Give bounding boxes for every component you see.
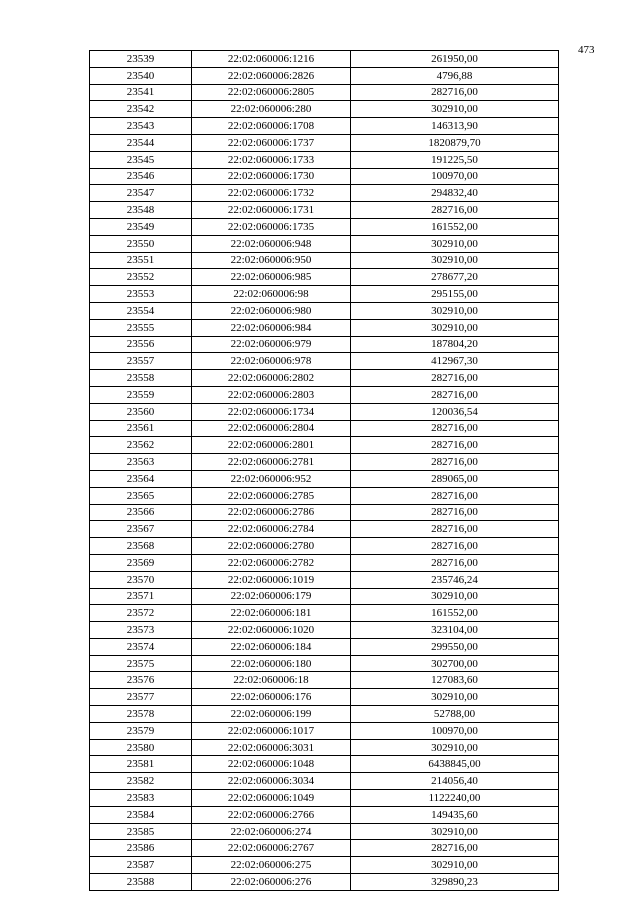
table-row bbox=[90, 773, 559, 790]
cadastral-number-cell: 22:02:060006:1216 bbox=[192, 51, 351, 68]
cadastral-number-cell: 22:02:060006:2780 bbox=[192, 538, 351, 555]
cadastral-value-cell: 302910,00 bbox=[351, 319, 559, 336]
row-number-cell: 23552 bbox=[90, 269, 192, 286]
row-number-cell: 23567 bbox=[90, 521, 192, 538]
row-number-cell: 23553 bbox=[90, 286, 192, 303]
cadastral-number-cell: 22:02:060006:274 bbox=[192, 823, 351, 840]
cadastral-number-cell: 22:02:060006:1017 bbox=[192, 722, 351, 739]
row-number-cell: 23570 bbox=[90, 571, 192, 588]
cadastral-value-cell: 302910,00 bbox=[351, 689, 559, 706]
row-number-cell: 23558 bbox=[90, 370, 192, 387]
row-number-cell: 23557 bbox=[90, 353, 192, 370]
cadastral-number-cell: 22:02:060006:952 bbox=[192, 470, 351, 487]
table-row bbox=[90, 571, 559, 588]
cadastral-number-cell: 22:02:060006:2784 bbox=[192, 521, 351, 538]
cadastral-value-cell: 299550,00 bbox=[351, 638, 559, 655]
row-number-cell: 23584 bbox=[90, 806, 192, 823]
row-number-cell: 23572 bbox=[90, 605, 192, 622]
table-row bbox=[90, 554, 559, 571]
cadastral-number-cell: 22:02:060006:978 bbox=[192, 353, 351, 370]
row-number-cell: 23565 bbox=[90, 487, 192, 504]
row-number-cell: 23540 bbox=[90, 67, 192, 84]
cadastral-number-cell: 22:02:060006:2781 bbox=[192, 454, 351, 471]
cadastral-number-cell: 22:02:060006:950 bbox=[192, 252, 351, 269]
table-row bbox=[90, 420, 559, 437]
cadastral-value-cell: 294832,40 bbox=[351, 185, 559, 202]
row-number-cell: 23577 bbox=[90, 689, 192, 706]
table-row bbox=[90, 134, 559, 151]
row-number-cell: 23568 bbox=[90, 538, 192, 555]
cadastral-number-cell: 22:02:060006:184 bbox=[192, 638, 351, 655]
cadastral-value-cell: 214056,40 bbox=[351, 773, 559, 790]
table-row bbox=[90, 454, 559, 471]
cadastral-value-cell: 282716,00 bbox=[351, 554, 559, 571]
cadastral-number-cell: 22:02:060006:1733 bbox=[192, 151, 351, 168]
row-number-cell: 23573 bbox=[90, 622, 192, 639]
cadastral-value-cell: 282716,00 bbox=[351, 84, 559, 101]
row-number-cell: 23559 bbox=[90, 386, 192, 403]
table-row bbox=[90, 403, 559, 420]
cadastral-number-cell: 22:02:060006:1049 bbox=[192, 790, 351, 807]
cadastral-value-cell: 302910,00 bbox=[351, 252, 559, 269]
table-row bbox=[90, 655, 559, 672]
table-row bbox=[90, 302, 559, 319]
row-number-cell: 23582 bbox=[90, 773, 192, 790]
row-number-cell: 23555 bbox=[90, 319, 192, 336]
cadastral-value-cell: 4796,88 bbox=[351, 67, 559, 84]
cadastral-value-cell: 323104,00 bbox=[351, 622, 559, 639]
table-row bbox=[90, 538, 559, 555]
table-row bbox=[90, 588, 559, 605]
table-row bbox=[90, 638, 559, 655]
cadastral-value-cell: 282716,00 bbox=[351, 454, 559, 471]
cadastral-value-cell: 161552,00 bbox=[351, 218, 559, 235]
cadastral-value-cell: 282716,00 bbox=[351, 420, 559, 437]
row-number-cell: 23539 bbox=[90, 51, 192, 68]
cadastral-number-cell: 22:02:060006:1737 bbox=[192, 134, 351, 151]
cadastral-value-cell: 149435,60 bbox=[351, 806, 559, 823]
row-number-cell: 23547 bbox=[90, 185, 192, 202]
row-number-cell: 23586 bbox=[90, 840, 192, 857]
cadastral-value-cell: 282716,00 bbox=[351, 487, 559, 504]
table-row bbox=[90, 857, 559, 874]
table-row bbox=[90, 202, 559, 219]
cadastral-value-cell: 282716,00 bbox=[351, 202, 559, 219]
cadastral-value-cell: 302910,00 bbox=[351, 739, 559, 756]
cadastral-number-cell: 22:02:060006:1708 bbox=[192, 118, 351, 135]
row-number-cell: 23574 bbox=[90, 638, 192, 655]
table-row bbox=[90, 168, 559, 185]
cadastral-number-cell: 22:02:060006:2802 bbox=[192, 370, 351, 387]
row-number-cell: 23544 bbox=[90, 134, 192, 151]
row-number-cell: 23585 bbox=[90, 823, 192, 840]
row-number-cell: 23587 bbox=[90, 857, 192, 874]
cadastral-number-cell: 22:02:060006:984 bbox=[192, 319, 351, 336]
row-number-cell: 23548 bbox=[90, 202, 192, 219]
cadastral-value-cell: 127083,60 bbox=[351, 672, 559, 689]
table-row bbox=[90, 118, 559, 135]
cadastral-number-cell: 22:02:060006:985 bbox=[192, 269, 351, 286]
row-number-cell: 23571 bbox=[90, 588, 192, 605]
table-row bbox=[90, 874, 559, 891]
table-row bbox=[90, 353, 559, 370]
cadastral-number-cell: 22:02:060006:2785 bbox=[192, 487, 351, 504]
table-row bbox=[90, 185, 559, 202]
cadastral-value-cell: 282716,00 bbox=[351, 840, 559, 857]
cadastral-number-cell: 22:02:060006:1730 bbox=[192, 168, 351, 185]
table-row bbox=[90, 151, 559, 168]
cadastral-number-cell: 22:02:060006:180 bbox=[192, 655, 351, 672]
cadastral-number-cell: 22:02:060006:1020 bbox=[192, 622, 351, 639]
cadastral-number-cell: 22:02:060006:2803 bbox=[192, 386, 351, 403]
cadastral-number-cell: 22:02:060006:181 bbox=[192, 605, 351, 622]
cadastral-number-cell: 22:02:060006:276 bbox=[192, 874, 351, 891]
cadastral-number-cell: 22:02:060006:1048 bbox=[192, 756, 351, 773]
cadastral-number-cell: 22:02:060006:18 bbox=[192, 672, 351, 689]
row-number-cell: 23564 bbox=[90, 470, 192, 487]
table-row bbox=[90, 101, 559, 118]
table-row bbox=[90, 840, 559, 857]
row-number-cell: 23549 bbox=[90, 218, 192, 235]
cadastral-value-cell: 282716,00 bbox=[351, 504, 559, 521]
cadastral-value-cell: 6438845,00 bbox=[351, 756, 559, 773]
table-row bbox=[90, 252, 559, 269]
cadastral-value-cell: 100970,00 bbox=[351, 722, 559, 739]
table-row bbox=[90, 235, 559, 252]
table-row bbox=[90, 386, 559, 403]
row-number-cell: 23583 bbox=[90, 790, 192, 807]
table-row bbox=[90, 370, 559, 387]
table-row bbox=[90, 790, 559, 807]
cadastral-value-cell: 282716,00 bbox=[351, 386, 559, 403]
cadastral-value-cell: 289065,00 bbox=[351, 470, 559, 487]
cadastral-number-cell: 22:02:060006:2801 bbox=[192, 437, 351, 454]
row-number-cell: 23566 bbox=[90, 504, 192, 521]
cadastral-value-cell: 1122240,00 bbox=[351, 790, 559, 807]
cadastral-value-cell: 302910,00 bbox=[351, 588, 559, 605]
row-number-cell: 23551 bbox=[90, 252, 192, 269]
row-number-cell: 23580 bbox=[90, 739, 192, 756]
table-row bbox=[90, 739, 559, 756]
cadastral-number-cell: 22:02:060006:1732 bbox=[192, 185, 351, 202]
cadastral-number-cell: 22:02:060006:1734 bbox=[192, 403, 351, 420]
cadastral-value-cell: 302910,00 bbox=[351, 857, 559, 874]
table-row bbox=[90, 269, 559, 286]
cadastral-number-cell: 22:02:060006:280 bbox=[192, 101, 351, 118]
cadastral-number-cell: 22:02:060006:980 bbox=[192, 302, 351, 319]
row-number-cell: 23554 bbox=[90, 302, 192, 319]
row-number-cell: 23545 bbox=[90, 151, 192, 168]
cadastral-number-cell: 22:02:060006:179 bbox=[192, 588, 351, 605]
table-row bbox=[90, 521, 559, 538]
cadastral-value-cell: 187804,20 bbox=[351, 336, 559, 353]
cadastral-value-cell: 295155,00 bbox=[351, 286, 559, 303]
table-row bbox=[90, 319, 559, 336]
table-row bbox=[90, 504, 559, 521]
row-number-cell: 23576 bbox=[90, 672, 192, 689]
table-row bbox=[90, 706, 559, 723]
cadastral-number-cell: 22:02:060006:1735 bbox=[192, 218, 351, 235]
row-number-cell: 23546 bbox=[90, 168, 192, 185]
cadastral-value-cell: 100970,00 bbox=[351, 168, 559, 185]
table-row bbox=[90, 672, 559, 689]
cadastral-number-cell: 22:02:060006:2766 bbox=[192, 806, 351, 823]
table-row bbox=[90, 84, 559, 101]
table-row bbox=[90, 67, 559, 84]
row-number-cell: 23588 bbox=[90, 874, 192, 891]
table-row bbox=[90, 218, 559, 235]
cadastral-number-cell: 22:02:060006:176 bbox=[192, 689, 351, 706]
cadastral-number-cell: 22:02:060006:2782 bbox=[192, 554, 351, 571]
table-row bbox=[90, 622, 559, 639]
row-number-cell: 23550 bbox=[90, 235, 192, 252]
cadastral-value-cell: 302910,00 bbox=[351, 235, 559, 252]
table-row bbox=[90, 51, 559, 68]
table-row bbox=[90, 605, 559, 622]
cadastral-value-cell: 1820879,70 bbox=[351, 134, 559, 151]
cadastral-value-cell: 282716,00 bbox=[351, 521, 559, 538]
row-number-cell: 23561 bbox=[90, 420, 192, 437]
cadastral-value-cell: 302910,00 bbox=[351, 302, 559, 319]
cadastral-value-cell: 302910,00 bbox=[351, 101, 559, 118]
cadastral-number-cell: 22:02:060006:199 bbox=[192, 706, 351, 723]
cadastral-number-cell: 22:02:060006:275 bbox=[192, 857, 351, 874]
row-number-cell: 23541 bbox=[90, 84, 192, 101]
cadastral-number-cell: 22:02:060006:1019 bbox=[192, 571, 351, 588]
cadastral-number-cell: 22:02:060006:1731 bbox=[192, 202, 351, 219]
page-number: 473 bbox=[578, 44, 595, 56]
table-row bbox=[90, 806, 559, 823]
cadastral-value-cell: 146313,90 bbox=[351, 118, 559, 135]
table-row bbox=[90, 756, 559, 773]
row-number-cell: 23542 bbox=[90, 101, 192, 118]
table-row bbox=[90, 336, 559, 353]
cadastral-value-cell: 412967,30 bbox=[351, 353, 559, 370]
cadastral-value-cell: 302700,00 bbox=[351, 655, 559, 672]
table-row bbox=[90, 286, 559, 303]
cadastral-value-cell: 120036,54 bbox=[351, 403, 559, 420]
table-row bbox=[90, 722, 559, 739]
table-row bbox=[90, 689, 559, 706]
cadastral-value-cell: 261950,00 bbox=[351, 51, 559, 68]
row-number-cell: 23579 bbox=[90, 722, 192, 739]
table-row bbox=[90, 823, 559, 840]
cadastral-value-cell: 282716,00 bbox=[351, 538, 559, 555]
row-number-cell: 23556 bbox=[90, 336, 192, 353]
cadastral-number-cell: 22:02:060006:2786 bbox=[192, 504, 351, 521]
cadastral-value-cell: 329890,23 bbox=[351, 874, 559, 891]
cadastral-value-cell: 278677,20 bbox=[351, 269, 559, 286]
cadastral-number-cell: 22:02:060006:2804 bbox=[192, 420, 351, 437]
cadastral-number-cell: 22:02:060006:98 bbox=[192, 286, 351, 303]
cadastral-number-cell: 22:02:060006:948 bbox=[192, 235, 351, 252]
row-number-cell: 23543 bbox=[90, 118, 192, 135]
cadastral-number-cell: 22:02:060006:3031 bbox=[192, 739, 351, 756]
cadastral-value-cell: 235746,24 bbox=[351, 571, 559, 588]
cadastral-number-cell: 22:02:060006:2805 bbox=[192, 84, 351, 101]
cadastral-value-cell: 282716,00 bbox=[351, 370, 559, 387]
cadastral-value-cell: 52788,00 bbox=[351, 706, 559, 723]
row-number-cell: 23578 bbox=[90, 706, 192, 723]
row-number-cell: 23575 bbox=[90, 655, 192, 672]
cadastral-value-table bbox=[89, 50, 559, 891]
cadastral-value-cell: 191225,50 bbox=[351, 151, 559, 168]
row-number-cell: 23560 bbox=[90, 403, 192, 420]
row-number-cell: 23563 bbox=[90, 454, 192, 471]
cadastral-value-cell: 282716,00 bbox=[351, 437, 559, 454]
row-number-cell: 23562 bbox=[90, 437, 192, 454]
table-row bbox=[90, 487, 559, 504]
row-number-cell: 23569 bbox=[90, 554, 192, 571]
cadastral-number-cell: 22:02:060006:3034 bbox=[192, 773, 351, 790]
cadastral-number-cell: 22:02:060006:2826 bbox=[192, 67, 351, 84]
cadastral-value-cell: 161552,00 bbox=[351, 605, 559, 622]
table-body bbox=[90, 51, 559, 891]
cadastral-number-cell: 22:02:060006:979 bbox=[192, 336, 351, 353]
cadastral-number-cell: 22:02:060006:2767 bbox=[192, 840, 351, 857]
table-row bbox=[90, 437, 559, 454]
table-row bbox=[90, 470, 559, 487]
row-number-cell: 23581 bbox=[90, 756, 192, 773]
cadastral-value-cell: 302910,00 bbox=[351, 823, 559, 840]
